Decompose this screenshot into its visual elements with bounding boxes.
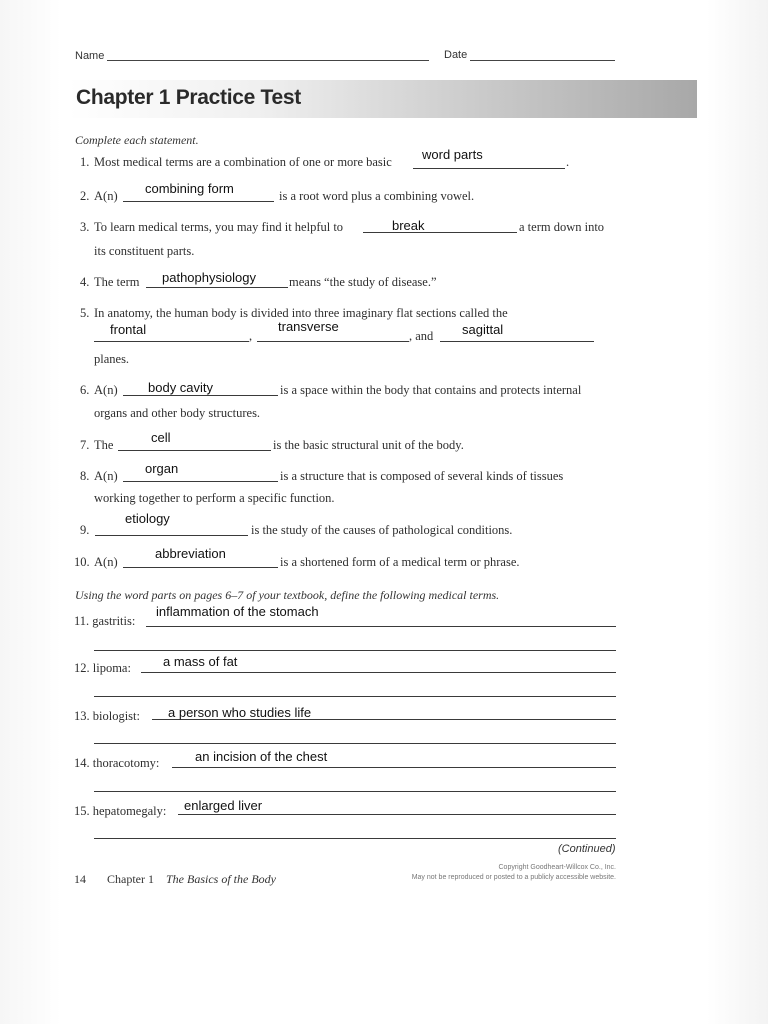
q1-period: . (566, 155, 570, 169)
q9-text-after: is the study of the causes of pathological conditions. (251, 523, 513, 537)
q8-text-after: is a structure that is composed of several kinds of tissues (280, 469, 564, 483)
q5-continuation: planes. (94, 352, 130, 366)
q14-label: 14. thoracotomy: (74, 756, 160, 770)
q7-text-before: The (94, 438, 114, 452)
instructions-define: Using the word parts on pages 6–7 of your textbook, define the following medical terms. (75, 588, 500, 602)
q5-separator-1: , (249, 329, 253, 343)
q6-answer: body cavity (148, 380, 214, 395)
q2-answer: combining form (145, 181, 234, 196)
q5-answer-2: transverse (278, 319, 339, 334)
q15-blank-2 (94, 838, 616, 839)
q10-text-after: is a shortened form of a medical term or phrase. (280, 555, 520, 569)
q5-answer-3: sagittal (462, 322, 504, 337)
q4-text-before: The term (94, 275, 140, 289)
q9-number: 9. (80, 523, 90, 537)
q1-text: Most medical terms are a combination of one or more basic (94, 155, 392, 169)
q11-blank-1 (146, 626, 616, 627)
q5-separator-2: , and (409, 329, 434, 343)
footer-notice: May not be reproduced or posted to a publicly accessible website. (411, 874, 616, 881)
q5-text: In anatomy, the human body is divided into three imaginary flat sections called the (94, 306, 508, 320)
q10-answer: abbreviation (155, 546, 226, 561)
q5-answer-1: frontal (110, 322, 147, 337)
q1-blank (413, 168, 565, 169)
q12-blank-2 (94, 696, 616, 697)
q13-label: 13. biologist: (74, 709, 140, 723)
footer-chapter: Chapter 1 (107, 872, 154, 886)
q8-answer: organ (145, 461, 179, 476)
q5-blank-3 (440, 341, 594, 342)
q15-label: 15. hepatomegaly: (74, 804, 167, 818)
q8-text-before: A(n) (94, 469, 118, 483)
q15-answer: enlarged liver (184, 798, 263, 813)
q7-text-after: is the basic structural unit of the body. (273, 438, 464, 452)
q4-answer: pathophysiology (162, 270, 256, 285)
q3-continuation: its constituent parts. (94, 244, 195, 258)
footer-copyright: Copyright Goodheart-Willcox Co., Inc. (498, 864, 616, 871)
q3-blank (363, 232, 517, 233)
q11-blank-2 (94, 650, 616, 651)
date-line (470, 60, 615, 61)
q5-blank-2 (257, 341, 409, 342)
q1-number: 1. (80, 155, 90, 169)
name-label: Name (75, 50, 105, 62)
continued-label: (Continued) (558, 843, 616, 855)
q15-blank-1 (178, 814, 616, 815)
q3-number: 3. (80, 220, 90, 234)
q10-text-before: A(n) (94, 555, 118, 569)
q8-number: 8. (80, 469, 90, 483)
q12-label: 12. lipoma: (74, 661, 131, 675)
q6-number: 6. (80, 383, 90, 397)
footer-chapter-title: The Basics of the Body (166, 872, 276, 886)
q11-label: 11. gastritis: (74, 614, 136, 628)
q6-text-before: A(n) (94, 383, 118, 397)
q13-blank-2 (94, 743, 616, 744)
q3-text-after: a term down into (519, 220, 605, 234)
name-line (107, 60, 429, 61)
q5-blank-1 (94, 341, 249, 342)
q2-number: 2. (80, 189, 90, 203)
q7-answer: cell (151, 430, 171, 445)
q2-text-before: A(n) (94, 189, 118, 203)
q11-answer: inflammation of the stomach (156, 604, 319, 619)
q9-blank (95, 535, 248, 536)
q7-number: 7. (80, 438, 90, 452)
q13-answer: a person who studies life (168, 705, 312, 720)
q8-blank (123, 481, 278, 482)
q4-blank (146, 287, 288, 288)
q3-text-before: To learn medical terms, you may find it helpful to (94, 220, 344, 234)
q6-continuation: organs and other body structures. (94, 406, 261, 420)
q1-answer: word parts (422, 147, 483, 162)
q12-blank-1 (141, 672, 616, 673)
q5-number: 5. (80, 306, 90, 320)
q2-blank (123, 201, 274, 202)
page-number: 14 (74, 872, 86, 886)
q4-text-after: means “the study of disease.” (289, 275, 437, 289)
page-title: Chapter 1 Practice Test (76, 86, 301, 109)
instructions-complete: Complete each statement. (75, 133, 199, 147)
q14-blank-1 (172, 767, 616, 768)
q6-blank (123, 395, 278, 396)
q14-answer: an incision of the chest (195, 749, 328, 764)
q6-text-after: is a space within the body that contains and protects internal (280, 383, 582, 397)
q2-text-after: is a root word plus a combining vowel. (279, 189, 475, 203)
q14-blank-2 (94, 791, 616, 792)
q10-blank (123, 567, 278, 568)
q7-blank (118, 450, 271, 451)
q3-answer: break (392, 218, 425, 233)
q4-number: 4. (80, 275, 90, 289)
q12-answer: a mass of fat (163, 654, 238, 669)
q8-continuation: working together to perform a specific function. (94, 491, 335, 505)
q10-number: 10. (74, 555, 90, 569)
q9-answer: etiology (125, 511, 170, 526)
date-label: Date (444, 49, 468, 61)
